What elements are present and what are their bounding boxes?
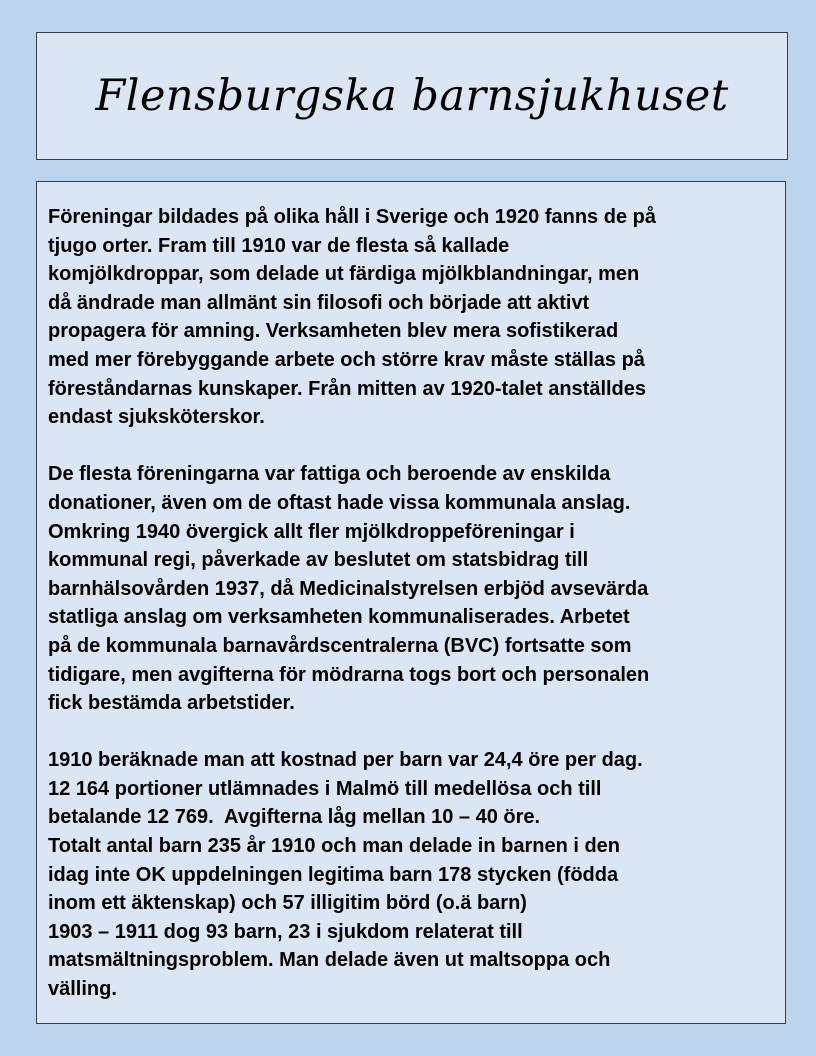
text-line: statliga anslag om verksamheten kommunaliserades. Arbetet (48, 606, 630, 629)
paragraph-2 (48, 460, 773, 717)
text-line: De flesta föreningarna var fattiga och beroende av enskilda (48, 463, 611, 486)
text-line: donationer, även om de oftast hade vissa kommunala anslag. (48, 491, 631, 514)
paragraph-3 (48, 746, 773, 1003)
text-line: föreståndarnas kunskaper. Från mitten av 1920-talet anställdes (48, 377, 647, 400)
text-line: tidigare, men avgifterna för mödrarna togs bort och personalen (48, 663, 650, 686)
page-title: Flensburgska barnsjukhuset (95, 71, 729, 121)
text-line: propagera för amning. Verksamheten blev mera sofistikerad (48, 320, 619, 343)
text-line: endast sjuksköterskor. (48, 406, 265, 429)
text-line: betalande 12 769. Avgifterna låg mellan 10 – 40 öre. (48, 806, 541, 829)
text-line: komjölkdroppar, som delade ut färdiga mjölkblandningar, men (48, 263, 640, 286)
text-line: Omkring 1940 övergick allt fler mjölkdroppeföreningar i (48, 520, 575, 543)
text-line: Föreningar bildades på olika håll i Sverige och 1920 fanns de på (48, 206, 656, 228)
text-line: 12 164 portioner utlämnades i Malmö till medellösa och till (48, 777, 602, 800)
text-line: tjugo orter. Fram till 1910 var de flesta så kallade (48, 234, 510, 257)
text-line: inom ett äktenskap) och 57 illigitim börd (o.ä barn) (48, 892, 527, 915)
text-line: matsmältningsproblem. Man delade även ut maltsoppa och (48, 949, 611, 972)
paragraph-1 (48, 203, 773, 432)
text-line: med mer förebyggande arbete och större krav måste ställas på (48, 348, 645, 371)
text-line: idag inte OK uppdelningen legitima barn 178 stycken (födda (48, 863, 619, 886)
text-line: välling. (48, 978, 117, 1001)
text-line: kommunal regi, påverkade av beslutet om statsbidrag till (48, 549, 589, 572)
paragraph-spacer (48, 432, 773, 461)
paragraph-spacer (48, 718, 773, 747)
text-line: på de kommunala barnavårdscentralerna (BVC) fortsatte som (48, 634, 632, 657)
text-line: fick bestämda arbetstider. (48, 692, 295, 715)
title-box (36, 32, 788, 160)
text-line: Totalt antal barn 235 år 1910 och man delade in barnen i den (48, 835, 621, 858)
text-line: 1903 – 1911 dog 93 barn, 23 i sjukdom relaterat till (48, 920, 523, 943)
body-text-box (36, 181, 786, 1024)
text-line: 1910 beräknade man att kostnad per barn var 24,4 öre per dag. (48, 749, 643, 772)
text-line: barnhälsovården 1937, då Medicinalstyrelsen erbjöd avsevärda (48, 577, 649, 600)
text-line: då ändrade man allmänt sin filosofi och började att aktivt (48, 291, 590, 314)
